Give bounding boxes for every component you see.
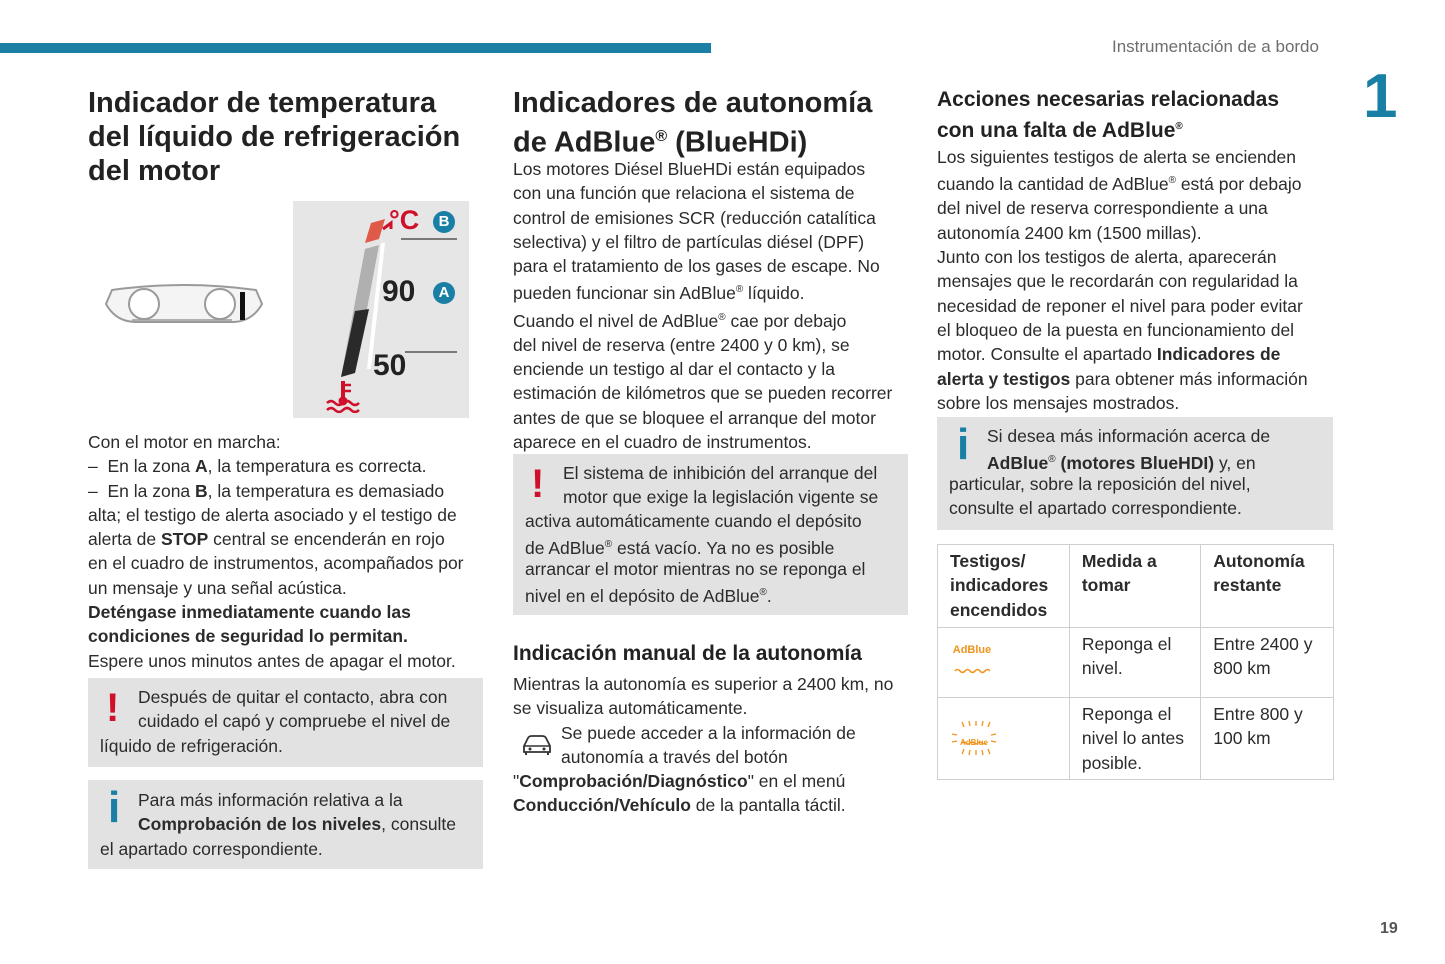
list-item-zone-b: – En la zona B, la temperatura es demasiado <box>88 480 445 501</box>
text-line: el bloqueo de la puesta en funcionamiento del <box>937 319 1295 340</box>
warning-bold-line: Deténgase inmediatamente cuando las <box>88 602 411 623</box>
text-line: del nivel de reserva (entre 2400 y 0 km), se <box>513 334 850 355</box>
text-line: control de emisiones SCR (reducción catalítica <box>513 207 876 228</box>
title-line: Indicador de temperatura <box>88 87 437 119</box>
title-line: Acciones necesarias relacionadas <box>937 88 1280 111</box>
note-start-inhibition <box>513 454 908 615</box>
text-line: motor. Consulte el apartado Indicadores de <box>937 344 1281 365</box>
coolant-gauge-figure <box>293 201 469 418</box>
text-line: Los siguientes testigos de alerta se encienden <box>937 147 1296 167</box>
adblue-title <box>513 86 913 160</box>
text-line: Mientras la autonomía es superior a 2400 km, no <box>513 674 894 694</box>
text-line: selectiva) y el filtro de partículas diésel (DPF) <box>513 231 865 252</box>
adblue-warning-table <box>937 544 1334 780</box>
note-line: motor que exige la legislación vigente se <box>563 487 879 507</box>
text-line: Se puede acceder a la información de <box>561 722 856 743</box>
text-line: alerta y testigos para obtener más información <box>937 368 1308 389</box>
text-line: Espere unos minutos antes de apagar el motor. <box>88 650 456 671</box>
text-line: enciende un testigo al dar el contacto y la <box>513 359 836 380</box>
text-line: en el cuadro de instrumentos, acompañados por <box>88 553 464 574</box>
title-line: del líquido de refrigeración <box>88 121 461 153</box>
note-check-coolant <box>88 678 483 767</box>
table-header-cell: Autonomía restante <box>1201 545 1334 628</box>
adblue-body <box>513 157 913 454</box>
table-cell-range: Entre 800 y 100 km <box>1201 698 1334 780</box>
table-cell-indicator <box>938 698 1070 780</box>
info-icon: i <box>957 420 970 469</box>
table-cell-action: Reponga el nivel. <box>1069 628 1200 698</box>
note-adblue-info <box>937 417 1333 530</box>
text-line: aparece en el cuadro de instrumentos. <box>513 431 812 452</box>
actions-body <box>937 145 1337 415</box>
warning-exclamation-icon: ! <box>106 686 120 730</box>
car-icon <box>521 734 553 756</box>
text-line: un mensaje y una señal acústica. <box>88 577 347 598</box>
note-line: particular, sobre la reposición del nivel, <box>949 474 1251 494</box>
coolant-body <box>88 430 488 673</box>
note-line: activa automáticamente cuando el depósito <box>525 511 862 531</box>
text-line: para el tratamiento de los gases de escape. No <box>513 256 880 277</box>
text-line: alerta de STOP central se encenderán en rojo <box>88 529 445 550</box>
note-line: Después de quitar el contacto, abra con <box>138 687 448 707</box>
text-line: antes de que se bloquee el arranque del motor <box>513 407 876 428</box>
table-cell-indicator <box>938 628 1070 698</box>
note-line: nivel en el depósito de AdBlue®. <box>525 585 772 606</box>
text-line: estimación de kilómetros que se pueden recorrer <box>513 383 893 404</box>
text-line: con una función que relaciona el sistema de <box>513 183 855 204</box>
header-accent-bar <box>0 43 711 53</box>
text-line: Junto con los testigos de alerta, aparecerán <box>937 247 1277 268</box>
table-cell-range: Entre 2400 y 800 km <box>1201 628 1334 698</box>
text-line: Conducción/Vehículo de la pantalla táctil. <box>513 795 846 816</box>
warning-bold-line: condiciones de seguridad lo permitan. <box>88 626 408 647</box>
coolant-title <box>88 86 508 188</box>
title-line: de AdBlue® (BlueHDi) <box>513 126 808 159</box>
table-row <box>938 628 1334 698</box>
note-line: Si desea más información acerca de <box>987 426 1271 446</box>
coolant-temperature-warning-icon <box>325 379 361 413</box>
adblue-flashing-indicator-icon: AdBlue <box>950 720 998 756</box>
section-title: Instrumentación de a bordo <box>1112 37 1319 56</box>
text-line: alta; el testigo de alerta asociado y el testigo de <box>88 504 457 525</box>
title-line: con una falta de AdBlue® <box>937 119 1183 142</box>
text-line: "Comprobación/Diagnóstico" en el menú <box>513 771 846 792</box>
zone-a-badge: A <box>433 282 455 304</box>
note-line: consulte el apartado correspondiente. <box>949 498 1242 518</box>
chapter-number: 1 <box>1363 62 1398 131</box>
text-line: se visualiza automáticamente. <box>513 698 748 719</box>
table-header-cell: Testigos/ indicadores encendidos <box>938 545 1070 628</box>
text-line: sobre los mensajes mostrados. <box>937 392 1180 413</box>
note-line: líquido de refrigeración. <box>100 736 283 756</box>
page-number: 19 <box>1380 920 1398 937</box>
note-line: cuidado el capó y compruebe el nivel de <box>138 711 451 731</box>
celsius-label: °C <box>389 205 420 235</box>
text-line: mensajes que le recordarán con regularidad la <box>937 271 1298 292</box>
text-line: Cuando el nivel de AdBlue® cae por debajo <box>513 310 847 331</box>
zone-b-badge: B <box>433 211 455 233</box>
gauge-bar-graphic <box>293 201 469 418</box>
note-line: el apartado correspondiente. <box>100 839 323 859</box>
adblue-indicator-icon: AdBlue <box>950 644 994 680</box>
gauge-90-label: 90 <box>382 275 416 308</box>
text-line: necesidad de reponer el nivel para poder evitar <box>937 295 1303 316</box>
gauge-50-label: 50 <box>373 349 407 382</box>
manual-range-body <box>513 672 913 818</box>
note-line: AdBlue® (motores BlueHDI) y, en <box>987 452 1256 473</box>
note-line: Comprobación de los niveles, consulte <box>138 814 457 834</box>
note-line: arrancar el motor mientras no se reponga el <box>525 559 866 579</box>
text-line: pueden funcionar sin AdBlue® líquido. <box>513 283 805 304</box>
table-header-cell: Medida a tomar <box>1069 545 1200 628</box>
warning-exclamation-icon: ! <box>531 462 545 506</box>
note-line: de AdBlue® está vacío. Ya no es posible <box>525 537 835 558</box>
text-line: autonomía 2400 km (1500 millas). <box>937 222 1202 243</box>
list-item-zone-a: – En la zona A, la temperatura es correcta. <box>88 456 427 477</box>
note-line: El sistema de inhibición del arranque del <box>563 463 878 483</box>
note-line: Para más información relativa a la <box>138 790 403 810</box>
title-line: del motor <box>88 155 221 187</box>
wave-icon <box>954 668 990 674</box>
table-row <box>938 698 1334 780</box>
text-line: Los motores Diésel BlueHDi están equipados <box>513 159 866 179</box>
note-levels-info <box>88 780 483 869</box>
manual-range-subtitle: Indicación manual de la autonomía <box>513 642 862 665</box>
text-line: autonomía a través del botón <box>561 746 788 767</box>
instrument-panel-icon <box>102 282 266 328</box>
title-line: Indicadores de autonomía <box>513 87 873 119</box>
info-icon: i <box>108 783 121 832</box>
intro-text: Con el motor en marcha: <box>88 432 281 452</box>
actions-title <box>937 86 1337 144</box>
table-header-row <box>938 545 1334 628</box>
text-line: cuando la cantidad de AdBlue® está por debajo <box>937 174 1302 195</box>
table-cell-action: Reponga el nivel lo antes posible. <box>1069 698 1200 780</box>
text-line: del nivel de reserva correspondiente a una <box>937 198 1268 219</box>
